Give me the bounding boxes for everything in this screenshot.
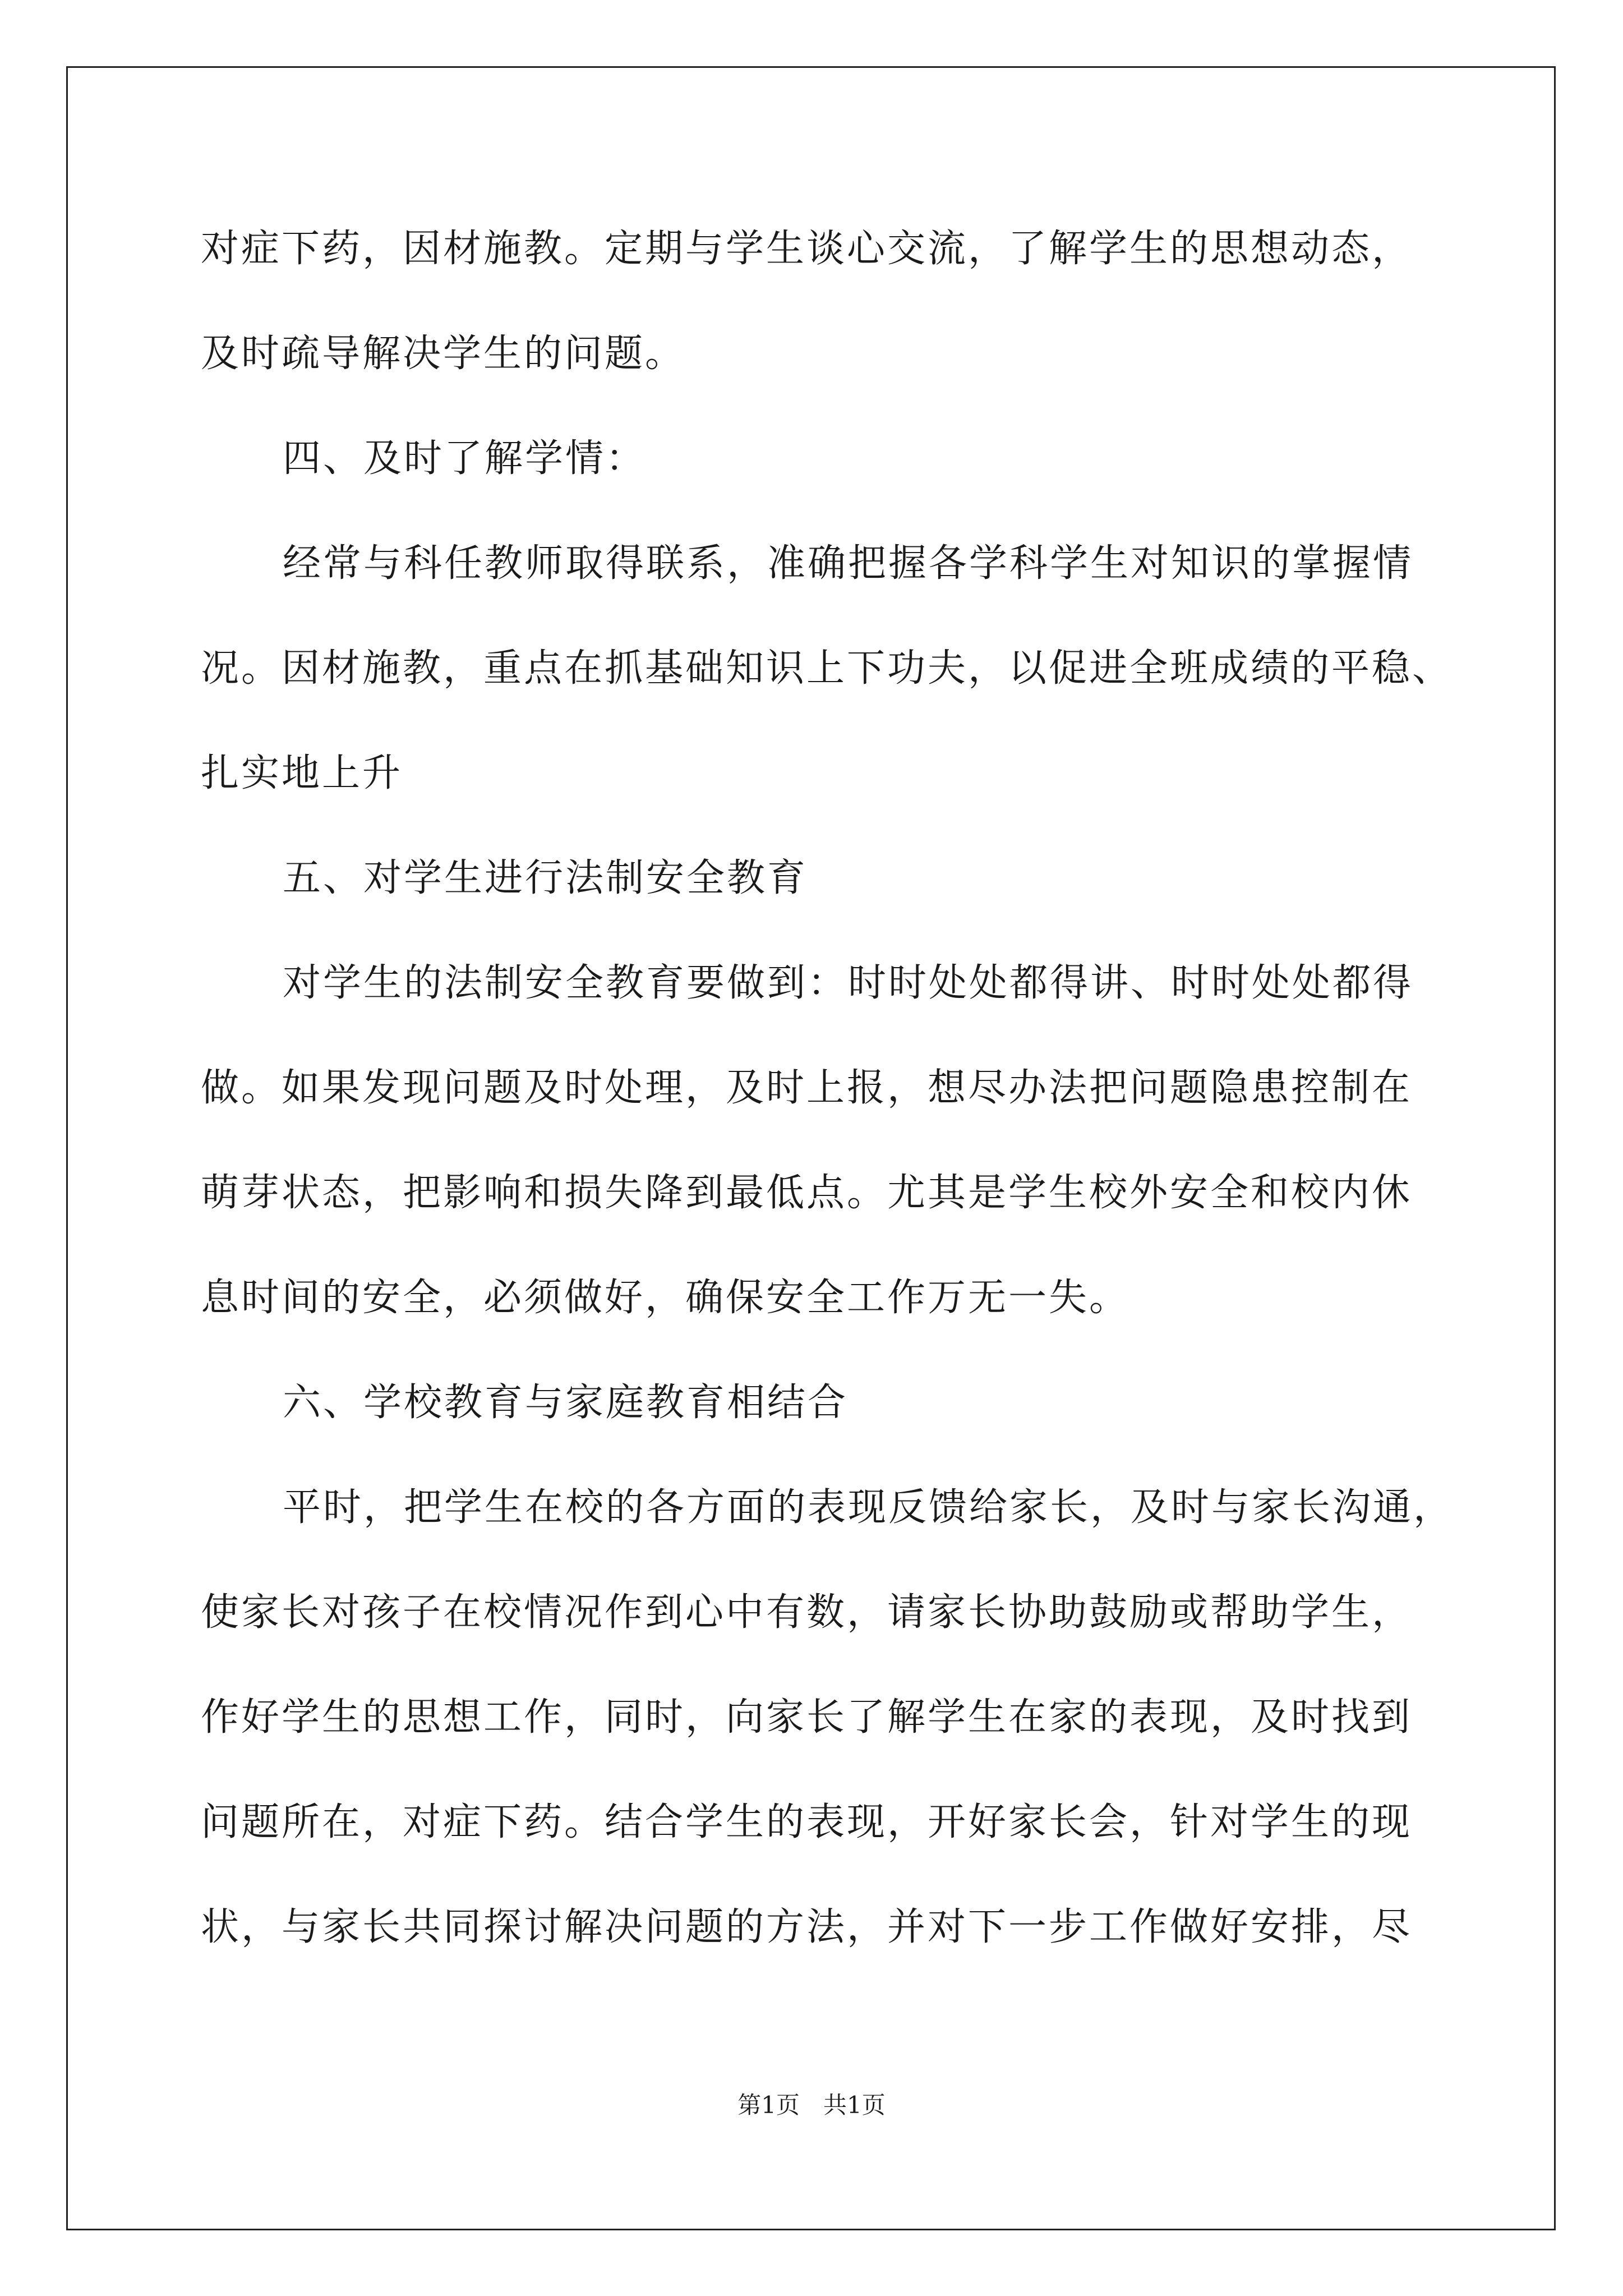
body-line: 使家长对孩子在校情况作到心中有数，请家长协助鼓励或帮助学生， (201, 1590, 1413, 1635)
page-number-footer: 第1页 共1页 (737, 2091, 886, 2119)
body-line: 况。因材施教，重点在抓基础知识上下功夫，以促进全班成绩的平稳、 (201, 646, 1453, 691)
body-line: 问题所在，对症下药。结合学生的表现，开好家长会，针对学生的现 (201, 1800, 1413, 1844)
body-line: 平时，把学生在校的各方面的表现反馈给家长，及时与家长沟通， (283, 1485, 1454, 1530)
body-line: 对症下药，因材施教。定期与学生谈心交流，了解学生的思想动态， (201, 227, 1413, 271)
body-line: 经常与科任教师取得联系，准确把握各学科学生对知识的掌握情 (283, 541, 1414, 586)
body-line: 状，与家长共同探讨解决问题的方法，并对下一步工作做好安排，尽 (201, 1905, 1413, 1949)
body-line: 萌芽状态，把影响和损失降到最低点。尤其是学生校外安全和校内休 (201, 1171, 1413, 1215)
body-line: 及时疏导解决学生的问题。 (201, 332, 686, 376)
body-line: 对学生的法制安全教育要做到：时时处处都得讲、时时处处都得 (283, 961, 1414, 1005)
body-line: 扎实地上升 (201, 751, 403, 795)
section-heading: 六、学校教育与家庭教育相结合 (283, 1381, 849, 1425)
section-heading: 五、对学生进行法制安全教育 (283, 856, 808, 900)
document-body (201, 196, 1536, 1980)
body-line: 做。如果发现问题及时处理，及时上报，想尽办法把问题隐患控制在 (201, 1066, 1413, 1110)
body-line: 作好学生的思想工作，同时，向家长了解学生在家的表现，及时找到 (201, 1695, 1413, 1740)
body-line: 息时间的安全，必须做好，确保安全工作万无一失。 (201, 1276, 1130, 1320)
section-heading: 四、及时了解学情： (283, 436, 647, 481)
